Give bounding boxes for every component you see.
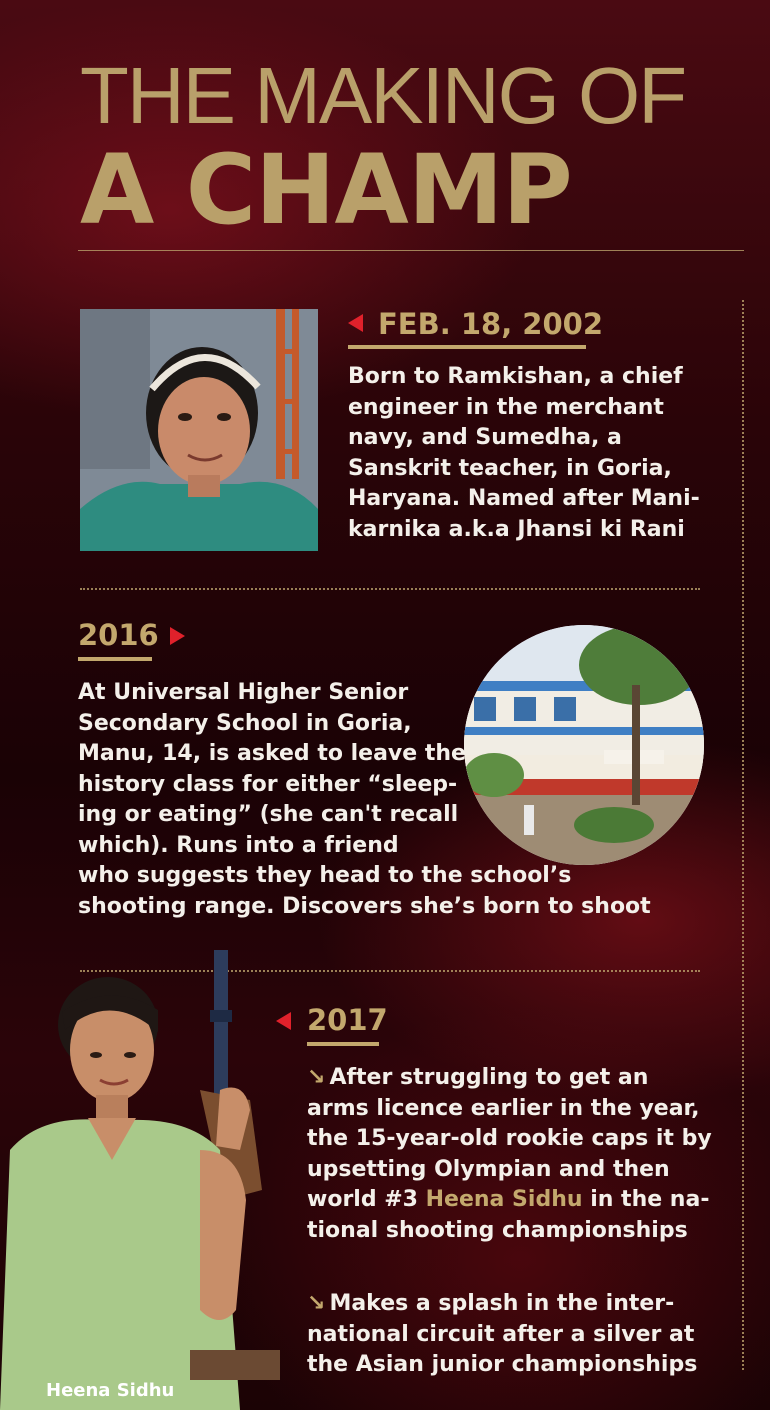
text-span: Makes a splash in the inter- xyxy=(329,1291,675,1316)
text-span: world #3 xyxy=(307,1187,426,1212)
timeline-vertical-dots xyxy=(742,300,744,1370)
shooter-portrait-illustration xyxy=(0,950,300,1410)
text-line: tional shooting championships xyxy=(307,1217,688,1243)
text-line: engineer in the merchant xyxy=(348,394,664,420)
silver-paragraph xyxy=(307,1289,697,1381)
text-line: upsetting Olympian and then xyxy=(307,1156,670,1182)
date-heading-2002: FEB. 18, 2002 xyxy=(378,307,604,341)
text-line xyxy=(307,1063,712,1094)
text-line: which). Runs into a friend xyxy=(78,832,399,858)
date-underline xyxy=(307,1042,379,1046)
text-line: Born to Ramkishan, a chief xyxy=(348,364,683,389)
text-line: history class for either “sleep- xyxy=(78,771,458,797)
text-line: Secondary School in Goria, xyxy=(78,710,412,736)
page-title-line1: THE MAKING OF xyxy=(80,51,686,140)
arrow-left-icon xyxy=(348,314,363,332)
text-line: At Universal Higher Senior xyxy=(78,680,409,705)
date-underline xyxy=(78,657,152,661)
licence-paragraph xyxy=(307,1063,712,1246)
date-underline xyxy=(348,345,586,349)
text-line: karnika a.k.a Jhansi ki Rani xyxy=(348,516,685,542)
arrow-down-right-icon: ↘ xyxy=(307,1065,326,1090)
text-span: After struggling to get an xyxy=(329,1065,649,1090)
page-title-line2: A CHAMP xyxy=(80,134,572,246)
arrow-down-right-icon: ↘ xyxy=(307,1291,326,1316)
text-line: navy, and Sumedha, a xyxy=(348,425,622,450)
date-heading-2017: 2017 xyxy=(307,1003,388,1037)
photo-caption: Heena Sidhu xyxy=(46,1380,175,1401)
text-line xyxy=(307,1289,697,1320)
text-line: the Asian junior championships xyxy=(307,1352,698,1377)
text-line: national circuit after a silver at xyxy=(307,1321,695,1347)
highlighted-name: Heena Sidhu xyxy=(425,1187,583,1212)
section-divider xyxy=(80,588,700,590)
text-line: Haryana. Named after Mani- xyxy=(348,486,700,511)
text-line: Sanskrit teacher, in Goria, xyxy=(348,455,672,481)
text-line: who suggests they head to the school’s xyxy=(78,863,572,888)
text-line xyxy=(307,1185,712,1216)
girl-portrait-illustration xyxy=(80,309,318,551)
school-paragraph xyxy=(78,678,651,922)
text-line: the 15-year-old rookie caps it by xyxy=(307,1126,712,1151)
text-span: in the na- xyxy=(582,1187,710,1212)
title-divider xyxy=(78,250,744,251)
text-line: Manu, 14, is asked to leave the xyxy=(78,741,466,766)
arrow-right-icon xyxy=(170,627,185,645)
text-line: shooting range. Discovers she’s born to shoot xyxy=(78,893,651,919)
heena-sidhu-photo xyxy=(0,950,300,1410)
childhood-photo xyxy=(80,309,318,551)
text-line: ing or eating” (she can't recall xyxy=(78,802,459,827)
birth-paragraph xyxy=(348,362,700,545)
date-heading-2016: 2016 xyxy=(78,618,159,652)
text-line: arms licence earlier in the year, xyxy=(307,1095,700,1121)
arrow-left-icon xyxy=(276,1012,291,1030)
